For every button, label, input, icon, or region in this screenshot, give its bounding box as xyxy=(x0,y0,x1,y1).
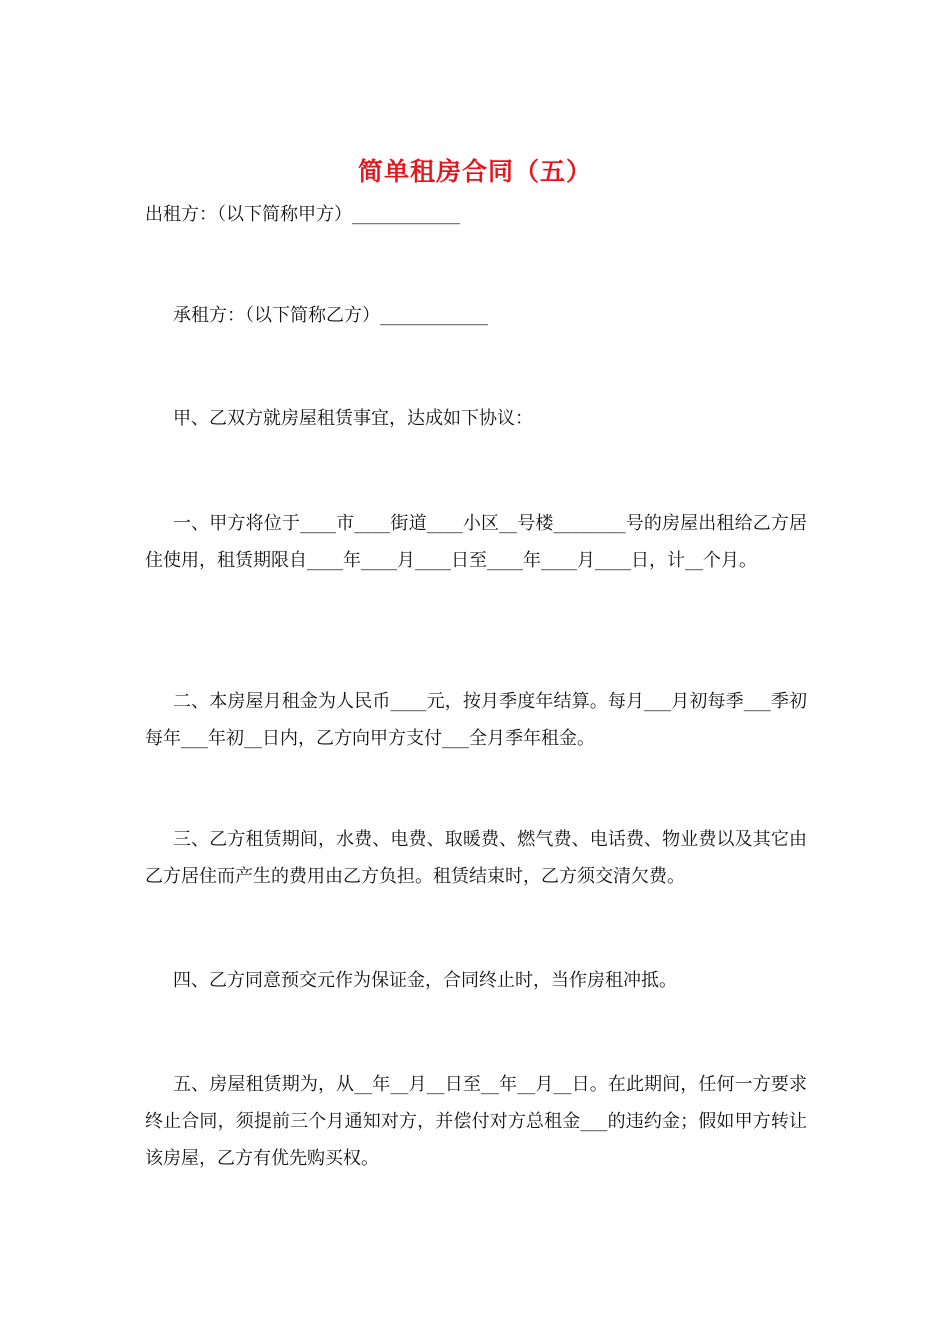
clause-3: 三、乙方租赁期间，水费、电费、取暖费、燃气费、电话费、物业费以及其它由乙方居住而产生的费用由乙方负担。租赁结束时，乙方须交清欠费。 xyxy=(145,829,807,887)
clause-1: 一、甲方将位于____市____街道____小区__号楼________号的房屋出租给乙方居住使用，租赁期限自____年____月____日至____年____月____日，计__个月。 xyxy=(145,513,807,571)
intro-paragraph: 甲、乙双方就房屋租赁事宜，达成如下协议： xyxy=(173,408,533,429)
lessee-line: 承租方：（以下简称乙方）____________ xyxy=(173,305,488,326)
document-title: 简单租房合同（五） xyxy=(357,157,592,186)
clause-4: 四、乙方同意预交元作为保证金，合同终止时，当作房租冲抵。 xyxy=(173,970,677,991)
clause-2: 二、本房屋月租金为人民币____元，按月季度年结算。每月___月初每季___季初每年___年初__日内，乙方向甲方支付___全月季年租金。 xyxy=(145,691,807,749)
clause-5: 五、房屋租赁期为，从__年__月__日至__年__月__日。在此期间，任何一方要求终止合同，须提前三个月通知对方，并偿付对方总租金___的违约金；假如甲方转让该房屋，乙方有优先购买权。 xyxy=(145,1074,807,1169)
lessor-line: 出租方：（以下简称甲方）____________ xyxy=(145,204,460,225)
